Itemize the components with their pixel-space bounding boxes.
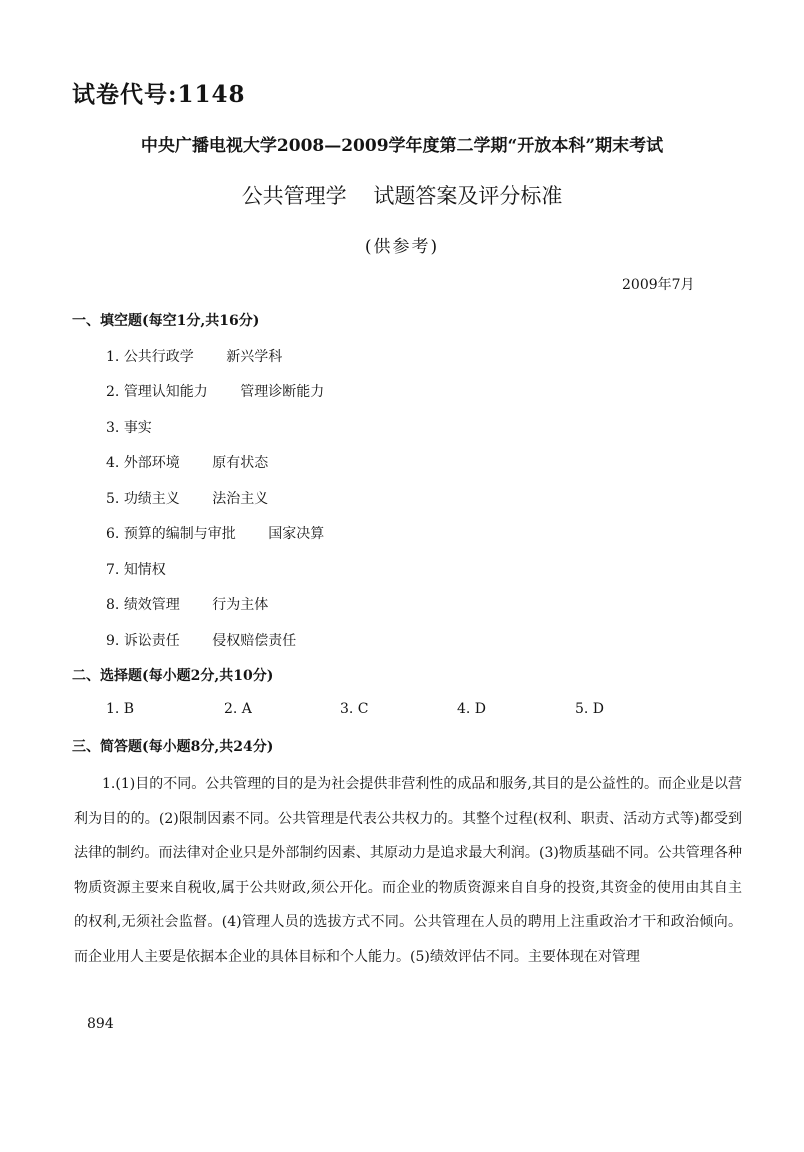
answer-b: 行为主体 bbox=[212, 597, 269, 613]
paper-code: 试卷代号:1148 bbox=[72, 81, 246, 108]
fill-item bbox=[106, 346, 282, 366]
answer-b: 新兴学科 bbox=[226, 349, 283, 365]
short-answer-paragraph: 1.(1)目的不同。公共管理的目的是为社会提供非营利性的成品和服务,其目的是公益性的。而企业是以营利为目的的。(2)限制因素不同。公共管理是代表公共权力的。其整个过程(权利、职责、活动方式等)都受到法律的制约。而法律对企业只是外部制约因素、其原动力是追求最大利润。(3)物质基础不同。公共管理各种物质资源主要来自税收,属于公共财政,须公开化。而企业的物质资源来自自身的投资,其资金的使用由其自主的权利,无须社会监督。(4)管理人员的选拔方式不同。公共管理在人员的聘用上注重政治才干和政治倾向。而企业用人主要是依据本企业的具体目标和个人能力。(5)绩效评估不同。主要体现在对管理 bbox=[74, 776, 742, 965]
item-number: 4. bbox=[106, 455, 120, 471]
section2-heading: 二、选择题(每小题2分,共10分) bbox=[72, 668, 274, 684]
item-number: 2. bbox=[106, 384, 120, 400]
fill-item bbox=[106, 594, 268, 614]
fill-item bbox=[106, 488, 268, 508]
fill-item bbox=[106, 417, 152, 437]
answer-a: 绩效管理 bbox=[123, 597, 180, 613]
choice-answer: 4. D bbox=[457, 701, 487, 717]
choice-answer: 1. B bbox=[106, 701, 135, 717]
choice-answer: 5. D bbox=[575, 701, 605, 717]
answer-a: 外部环境 bbox=[123, 455, 180, 471]
answer-b: 原有状态 bbox=[212, 455, 269, 471]
answer-a: 功绩主义 bbox=[123, 491, 180, 507]
answer-a: 管理认知能力 bbox=[123, 384, 208, 400]
item-number: 7. bbox=[106, 562, 120, 578]
page-number: 894 bbox=[87, 1016, 114, 1032]
answer-b: 国家决算 bbox=[268, 526, 325, 542]
answer-a: 诉讼责任 bbox=[123, 633, 180, 649]
item-number: 5. bbox=[106, 491, 120, 507]
answer-a: 预算的编制与审批 bbox=[123, 526, 236, 542]
answer-a: 公共行政学 bbox=[123, 349, 194, 365]
for-reference-note: (供参考) bbox=[364, 237, 440, 257]
item-number: 6. bbox=[106, 526, 120, 542]
subject-title: 公共管理学 试题答案及评分标准 bbox=[241, 184, 563, 208]
fill-item bbox=[106, 559, 166, 579]
fill-item bbox=[106, 630, 296, 650]
exam-title: 中央广播电视大学2008—2009学年度第二学期“开放本科”期末考试 bbox=[140, 136, 664, 156]
fill-item bbox=[106, 452, 268, 472]
answer-b: 管理诊断能力 bbox=[240, 384, 325, 400]
exam-date: 2009年7月 bbox=[622, 277, 695, 293]
choice-answer: 3. C bbox=[340, 701, 369, 717]
section1-heading: 一、填空题(每空1分,共16分) bbox=[72, 313, 260, 329]
section3-heading: 三、简答题(每小题8分,共24分) bbox=[72, 739, 274, 755]
item-number: 1. bbox=[106, 349, 120, 365]
answer-a: 事实 bbox=[123, 420, 152, 436]
answer-b: 侵权赔偿责任 bbox=[212, 633, 297, 649]
item-number: 8. bbox=[106, 597, 120, 613]
fill-item bbox=[106, 381, 324, 401]
fill-item bbox=[106, 523, 324, 543]
item-number: 3. bbox=[106, 420, 120, 436]
answer-b: 法治主义 bbox=[212, 491, 269, 507]
answer-a: 知情权 bbox=[123, 562, 166, 578]
item-number: 9. bbox=[106, 633, 120, 649]
choice-answers bbox=[106, 701, 666, 721]
choice-answer: 2. A bbox=[224, 701, 252, 717]
